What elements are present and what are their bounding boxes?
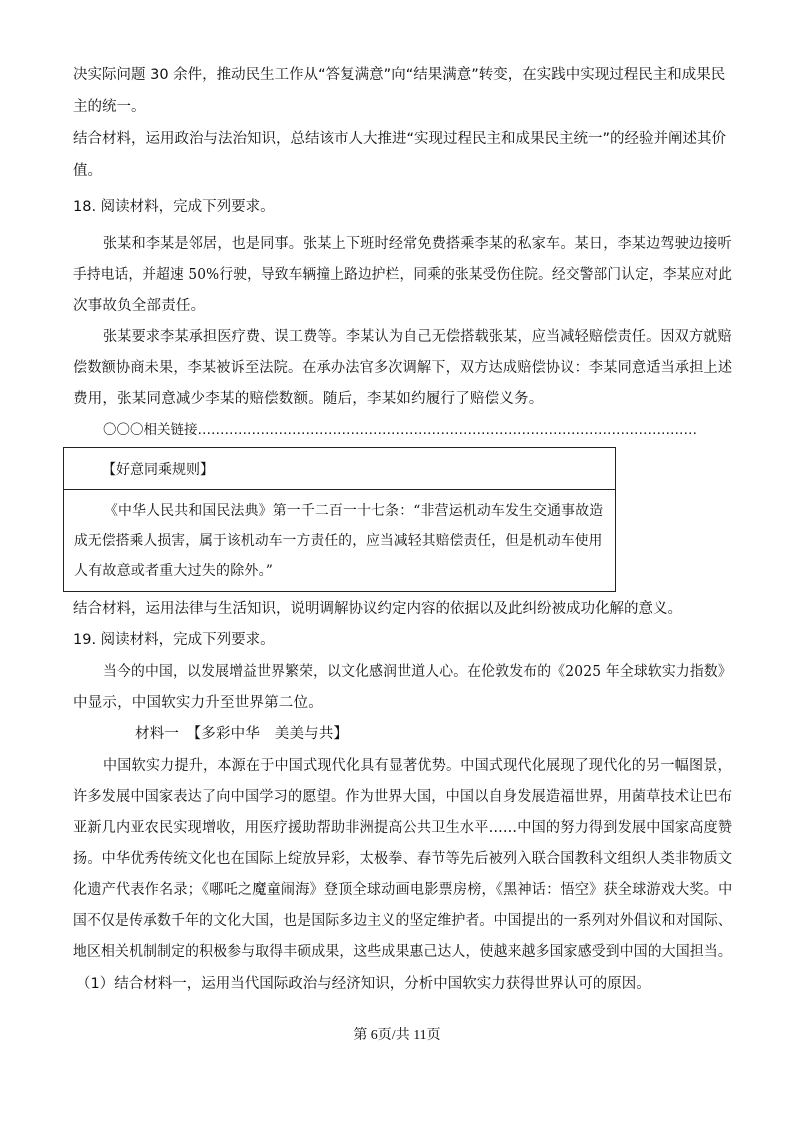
material-paragraph: 当今的中国，以发展增益世界繁荣，以文化感润世道人心。在伦敦发布的《2025 年全球软实力指数》 bbox=[103, 664, 732, 680]
material-paragraph: 张某要求李某承担医疗费、误工费等。李某认为自己无偿搭载张某，应当减轻赔偿责任。因双方就赔 bbox=[103, 329, 732, 345]
text-line: 值。 bbox=[73, 163, 102, 179]
material-one-title: 材料一 【多彩中华 美美与共】 bbox=[135, 726, 349, 742]
material-paragraph: 手持电话，并超速 50%行驶，导致车辆撞上路边护栏，同乘的张某受伤住院。经交警部门认定，李某应对此 bbox=[73, 267, 733, 283]
text-line: 结合材料，运用政治与法治知识，总结该市人大推进“实现过程民主和成果民主统一”的经验并阐述其价 bbox=[73, 131, 727, 147]
material-paragraph: 中国软实力提升，本源在于中国式现代化具有显著优势。中国式现代化展现了现代化的另一幅图景， bbox=[103, 758, 732, 774]
rule-box bbox=[63, 447, 616, 592]
rule-box-header bbox=[64, 448, 615, 490]
question-19-part-1: （1）结合材料一，运用当代国际政治与经济知识，分析中国软实力获得世界认可的原因。 bbox=[76, 976, 651, 992]
related-link-line: 〇〇〇相关链接………………………………………………………………………………………………… bbox=[103, 422, 697, 438]
rule-box-text: 人有故意或者重大过失的除外。” bbox=[74, 563, 274, 579]
material-paragraph: 亚新几内亚农民实现增收，用医疗援助帮助非洲提高公共卫生水平……中国的努力得到发展中国家高度赞 bbox=[73, 820, 733, 836]
question-18-requirement: 结合材料，运用法律与生活知识，说明调解协议约定内容的依据以及此纠纷被成功化解的意义。 bbox=[73, 601, 682, 617]
material-paragraph: 扬。中华优秀传统文化也在国际上绽放异彩，太极拳、春节等先后被列入联合国教科文组织人类非物质文 bbox=[73, 851, 733, 867]
text-line: 决实际问题 30 余件，推动民生工作从“答复满意”向“结果满意”转变，在实践中实现过程民主和成果民 bbox=[73, 67, 726, 83]
material-paragraph: 偿数额协商未果，李某被诉至法院。在承办法官多次调解下，双方达成赔偿协议：李某同意适当承担上述 bbox=[73, 360, 733, 376]
rule-box-title: 【好意同乘规则】 bbox=[102, 462, 214, 478]
material-paragraph: 张某和李某是邻居，也是同事。张某上下班时经常免费搭乘李某的私家车。某日，李某边驾驶边接听 bbox=[103, 236, 732, 252]
material-paragraph: 费用，张某同意减少李某的赔偿数额。随后，李某如约履行了赔偿义务。 bbox=[73, 391, 544, 407]
material-paragraph: 中显示，中国软实力升至世界第二位。 bbox=[73, 695, 323, 711]
page-footer: 第 6页/共 11页 bbox=[353, 1028, 441, 1043]
question-18-heading: 18. 阅读材料，完成下列要求。 bbox=[73, 199, 275, 215]
question-19-heading: 19. 阅读材料，完成下列要求。 bbox=[73, 632, 275, 648]
material-paragraph: 许多发展中国家表达了向中国学习的愿望。作为世界大国，中国以自身发展造福世界，用菌草技术让巴布 bbox=[73, 789, 733, 805]
rule-box-text: 《中华人民共和国民法典》第一千二百一十七条：“非营运机动车发生交通事故造 bbox=[104, 503, 604, 519]
rule-box-text: 成无偿搭乘人损害，属于该机动车一方责任的，应当减轻其赔偿责任，但是机动车使用 bbox=[74, 533, 603, 549]
text-line: 主的统一。 bbox=[73, 99, 146, 115]
material-paragraph: 化遗产代表作名录；《哪吒之魔童闹海》登顶全球动画电影票房榜，《黑神话：悟空》获全球游戏大奖。中 bbox=[73, 882, 733, 898]
material-paragraph: 国不仅是传承数千年的文化大国，也是国际多边主义的坚定维护者。中国提出的一系列对外倡议和对国际、 bbox=[73, 913, 732, 929]
material-paragraph: 次事故负全部责任。 bbox=[73, 298, 206, 314]
material-paragraph: 地区相关机制制定的积极参与取得丰硕成果，这些成果惠己达人，使越来越多国家感受到中国的大国担当。 bbox=[73, 944, 732, 960]
